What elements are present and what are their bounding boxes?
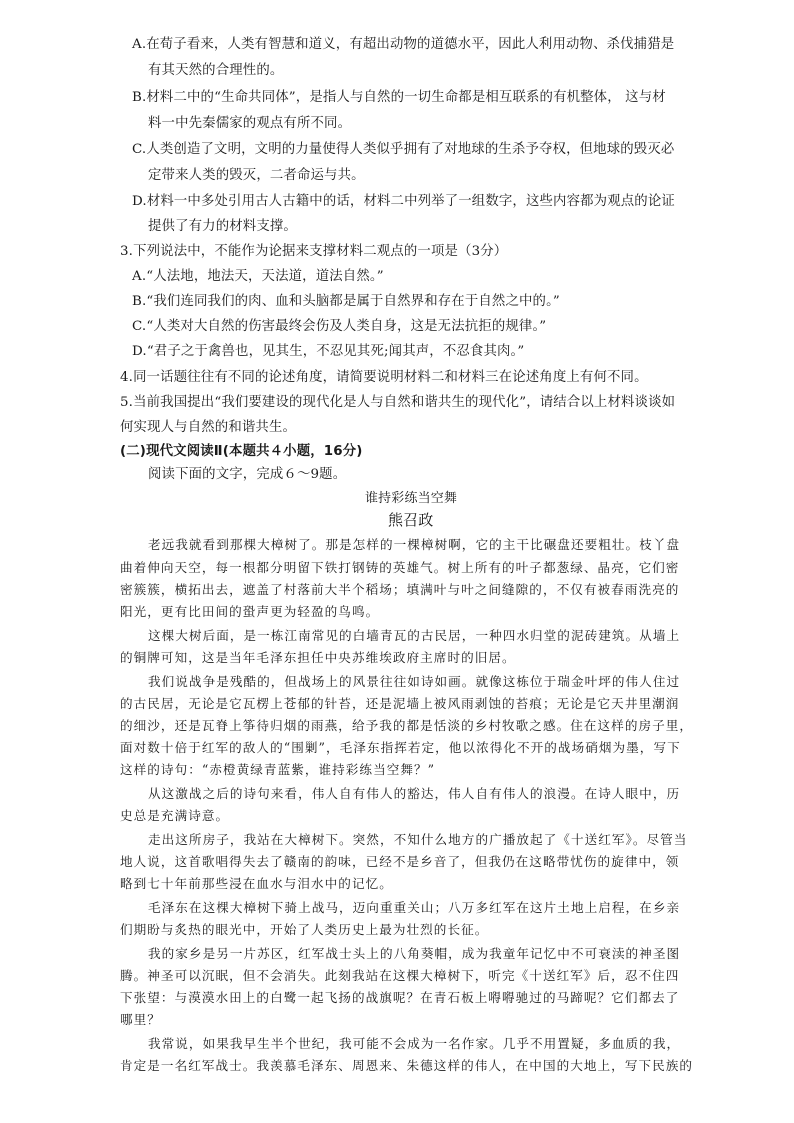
article-author: 熊召政 — [388, 511, 434, 529]
article-line: 们期盼与炙热的眼光中，开始了人类历史上最为壮烈的长征。 — [120, 922, 489, 937]
option-2a-line-2: 有其天然的合理性的。 — [148, 63, 284, 78]
article-line: 的细沙，还是瓦脊上筝待归烟的雨燕，给予我的都是恬淡的乡村牧歌之感。住在这样的房子里， — [120, 718, 694, 733]
article-line: 阳光，更有比田间的蛩声更为轻盈的鸟鸣。 — [120, 604, 380, 619]
option-3b: B.“我们连同我们的肉、血和头脑都是属于自然界和存在于自然之中的。” — [132, 294, 560, 309]
option-2c-line-1: C.人类创造了文明，文明的力量使得人类似乎拥有了对地球的生杀予夺权，但地球的毁灭必 — [132, 142, 675, 157]
option-2b-line-2: 料一中先秦儒家的观点有所不同。 — [148, 116, 352, 131]
article-line: 腾。神圣可以沉眠，但不会消失。此刻我站在这棵大樟树下，听完《十送红军》后，忍不住四 — [120, 968, 680, 983]
option-2d-line-2: 提供了有力的材料支撑。 — [148, 219, 297, 234]
article-line: 肯定是一名红军战士。我羡慕毛泽东、周恩来、朱德这样的伟人，在中国的大地上，写下民族的 — [120, 1058, 694, 1073]
article-line: 从这激战之后的诗句来看，伟人自有伟人的豁达，伟人自有伟人的浪漫。在诗人眼中，历 — [148, 786, 681, 801]
question-5-line-2: 何实现人与自然的和谐共生。 — [120, 420, 297, 435]
section-heading: (二)现代文阅读Ⅱ(本题共４小题，16分) — [120, 444, 363, 459]
option-2a-line-1: A.在荀子看来，人类有智慧和道义，有超出动物的道德水平，因此人利用动物、杀伐捕猎是 — [132, 37, 675, 52]
article-line: 这棵大树后面，是一栋江南常见的白墙青瓦的古民居，一种四水归堂的泥砖建筑。从墙上 — [148, 628, 681, 643]
article-line: 曲着伸向天空，每一根都分明留下铁打钢铸的英雄气。树上所有的叶子都葱绿、晶亮，它们密 — [120, 560, 680, 575]
article-line: 史总是充满诗意。 — [120, 808, 230, 823]
article-line: 面对数十倍于红军的敌人的“围剿”，毛泽东指挥若定，他以浓得化不开的战场硝烟为墨，写下 — [120, 740, 681, 755]
article-line: 哪里？ — [120, 1012, 161, 1027]
article-line: 这样的诗句：“赤橙黄绿青蓝紫，谁持彩练当空舞？” — [120, 762, 436, 777]
article-line: 我常说，如果我早生半个世纪，我可能不会成为一名作家。几乎不用置疑，多血质的我， — [148, 1036, 681, 1051]
article-line: 毛泽东在这棵大樟树下骑上战马，迈向重重关山；八万多红军在这片土地上启程，在乡亲 — [148, 900, 681, 915]
article-title: 谁持彩练当空舞 — [365, 491, 458, 506]
option-3c: C.“人类对大自然的伤害最终会伤及人类自身，这是无法抗拒的规律。” — [132, 319, 547, 334]
article-line: 的铜牌可知，这是当年毛泽东担任中央苏维埃政府主席时的旧居。 — [120, 650, 516, 665]
article-line: 我的家乡是另一片苏区，红军战士头上的八角葵帽，成为我童年记忆中不可衰渎的神圣图 — [148, 946, 681, 961]
article-line: 老远我就看到那棵大樟树了。那是怎样的一棵樟树啊，它的主干比碾盘还要粗壮。枝丫盘 — [148, 537, 681, 552]
option-3a: A.“人法地，地法天，天法道，道法自然。” — [132, 269, 384, 284]
option-2d-line-1: D.材料一中多处引用古人古籍中的话，材料二中列举了一组数字，这些内容都为观点的论证 — [132, 194, 675, 209]
option-2b-line-1: B.材料二中的“生命共同体”，是指人与自然的一切生命都是相互联系的有机整体， 这与材 — [132, 90, 666, 105]
article-line: 我们说战争是残酷的，但战场上的风景往往如诗如画。就像这栋位于瑞金叶坪的伟人住过 — [148, 674, 681, 689]
question-4: 4.同一话题往往有不同的论述角度，请简要说明材料二和材料三在论述角度上有何不同。 — [120, 370, 648, 385]
option-2c-line-2: 定带来人类的毁灭，二者命运与共。 — [148, 168, 365, 183]
section-instruction: 阅读下面的文字，完成６～9题。 — [148, 467, 347, 482]
article-line: 下张望：与漠漠水田上的白鹭一起飞扬的战旗呢？在青石板上嘚嘚驰过的马蹄呢？它们都去了 — [120, 990, 680, 1005]
article-line: 略到七十年前那些浸在血水与泪水中的记忆。 — [120, 876, 393, 891]
article-line: 密簇簇，横拓出去，遮盖了村落前大半个稻场；填满叶与叶之间缝隙的，不仅有被春雨洗亮的 — [120, 582, 680, 597]
question-3-stem: 3.下列说法中，不能作为论据来支撑材料二观点的一项是（3分） — [120, 244, 508, 259]
question-5-line-1: 5.当前我国提出“我们要建设的现代化是人与自然和谐共生的现代化”，请结合以上材料谈谈如 — [120, 395, 676, 410]
article-line: 的古民居，无论是它瓦楞上苍郁的针苔，还是泥墙上被风雨剥蚀的苔痕；无论是它天井里潮润 — [120, 696, 680, 711]
article-line: 地人说，这首歌唱得失去了赣南的韵味，已经不是乡音了，但我仍在这略带忧伤的旋律中，领 — [120, 854, 680, 869]
option-3d: D.“君子之于禽兽也，见其生，不忍见其死;闻其声，不忍食其肉。” — [132, 344, 525, 359]
article-line: 走出这所房子，我站在大樟树下。突然，不知什么地方的广播放起了《十送红军》。尽管当 — [148, 832, 688, 847]
